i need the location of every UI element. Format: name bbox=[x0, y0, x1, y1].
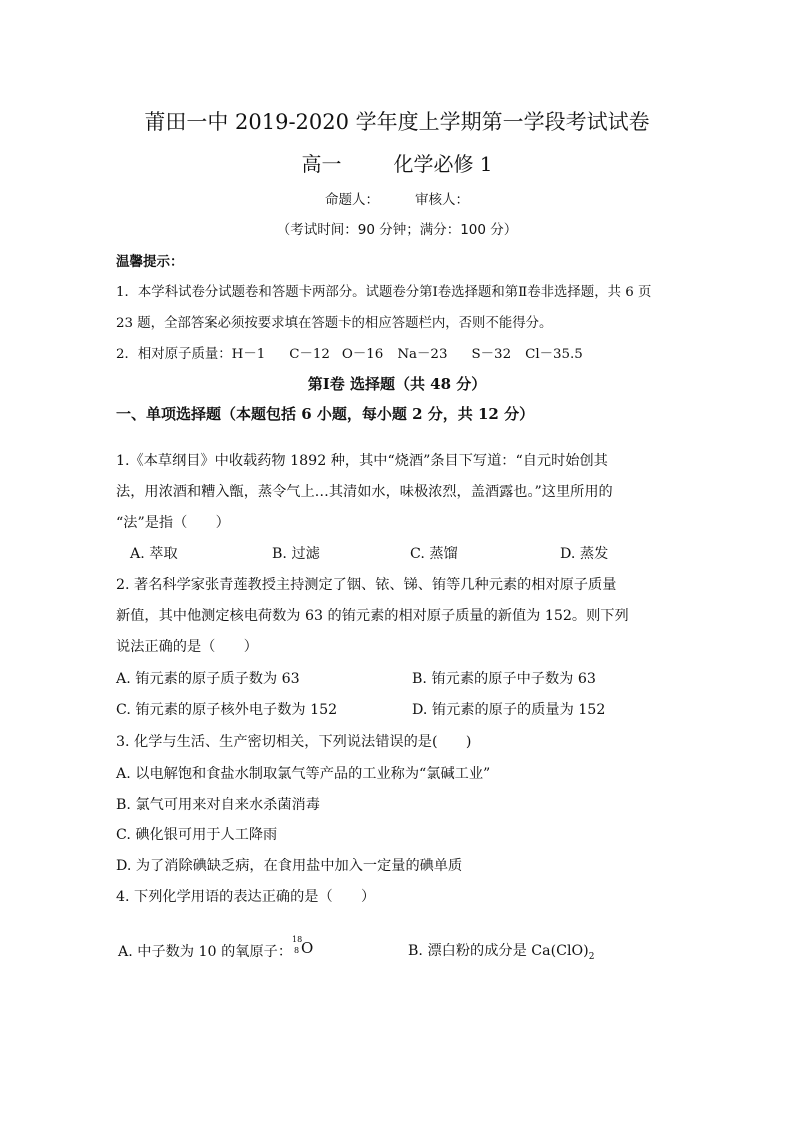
q2-line-2: 新值，其中他测定核电荷数为 63 的铕元素的相对原子质量的新值为 152。则下列 bbox=[116, 608, 629, 624]
setter-reviewer-line bbox=[0, 188, 794, 208]
oxygen-18-nuclide bbox=[292, 935, 316, 958]
q1-line-1: 1.《本草纲目》中收载药物 1892 种，其中“烧酒”条目下写道：“自元时始创其 bbox=[116, 453, 608, 469]
part1-heading: 一、单项选择题（本题包括 6 小题，每小题 2 分，共 12 分） bbox=[116, 405, 535, 423]
section-title: 第Ⅰ卷 选择题（共 48 分） bbox=[307, 375, 487, 393]
q1-option-b: B. 过滤 bbox=[272, 546, 320, 562]
q3-option-b: B. 氯气可用来对自来水杀菌消毒 bbox=[116, 797, 320, 813]
reviewer-label: 审核人： bbox=[415, 192, 469, 208]
subject-label: 化学必修 1 bbox=[393, 152, 493, 176]
q1-option-d: D. 蒸发 bbox=[560, 546, 609, 562]
q1-option-a: A. 萃取 bbox=[130, 546, 178, 562]
mass-h: 2．相对原子质量：H－1 bbox=[116, 347, 266, 362]
q2-option-b: B. 铕元素的原子中子数为 63 bbox=[412, 671, 596, 687]
q2-option-d: D. 铕元素的原子的质量为 152 bbox=[412, 702, 606, 718]
nuclide-atomic-number: 8 bbox=[294, 946, 300, 955]
setter-label: 命题人： bbox=[325, 192, 379, 208]
exam-subtitle bbox=[0, 148, 794, 177]
q4-option-a bbox=[118, 935, 316, 961]
exam-title: 莆田一中 2019-2020 学年度上学期第一学段考试试卷 bbox=[144, 110, 650, 134]
tips-line-2: 23 题，全部答案必须按要求填在答题卡的相应答题栏内，否则不能得分。 bbox=[116, 316, 553, 331]
mass-na: Na－23 bbox=[397, 347, 448, 362]
nuclide-symbol: O bbox=[301, 939, 314, 957]
q1-option-c: C. 蒸馏 bbox=[410, 546, 458, 562]
q4-option-b-text: B. 漂白粉的成分是 Ca(ClO) bbox=[408, 943, 589, 959]
q3-option-d: D. 为了消除碘缺乏病，在食用盐中加入一定量的碘单质 bbox=[116, 858, 463, 874]
q1-line-2: 法，用浓酒和糟入甑，蒸令气上…其清如水，味极浓烈，盖酒露也。”这里所用的 bbox=[116, 484, 613, 500]
mass-o: O－16 bbox=[341, 347, 384, 362]
nuclide-mass-number: 18 bbox=[292, 935, 303, 944]
q4-option-b bbox=[408, 940, 594, 962]
q3-option-c: C. 碘化银可用于人工降雨 bbox=[116, 827, 278, 843]
exam-time-info: （考试时间：90 分钟；满分：100 分） bbox=[276, 222, 518, 238]
tips-line-1: 1．本学科试卷分试题卷和答题卡两部分。试题卷分第Ⅰ卷选择题和第Ⅱ卷非选择题，共 6 页 bbox=[116, 285, 652, 300]
q4-line-1: 4. 下列化学用语的表达正确的是（ ） bbox=[116, 889, 376, 905]
mass-cl: Cl－35.5 bbox=[525, 347, 583, 362]
q1-line-3: “法”是指（ ） bbox=[116, 515, 230, 531]
tips-line-3 bbox=[116, 343, 583, 362]
q2-line-1: 2. 著名科学家张青莲教授主持测定了铟、铱、锑、铕等几种元素的相对原子质量 bbox=[116, 577, 617, 593]
q4-option-b-subscript: 2 bbox=[588, 951, 595, 962]
q2-option-a: A. 铕元素的原子质子数为 63 bbox=[116, 671, 300, 687]
mass-c: C－12 bbox=[289, 347, 330, 362]
mass-s: S－32 bbox=[471, 347, 512, 362]
q3-option-a: A. 以电解饱和食盐水制取氯气等产品的工业称为“氯碱工业” bbox=[116, 766, 491, 782]
q3-line-1: 3. 化学与生活、生产密切相关，下列说法错误的是( ) bbox=[116, 734, 472, 750]
q2-option-c: C. 铕元素的原子核外电子数为 152 bbox=[116, 702, 338, 718]
grade-label: 高一 bbox=[301, 152, 342, 176]
tips-heading: 温馨提示： bbox=[116, 254, 184, 270]
q2-line-3: 说法正确的是（ ） bbox=[116, 639, 258, 655]
q4-option-a-text: A. 中子数为 10 的氧原子： bbox=[118, 944, 293, 960]
